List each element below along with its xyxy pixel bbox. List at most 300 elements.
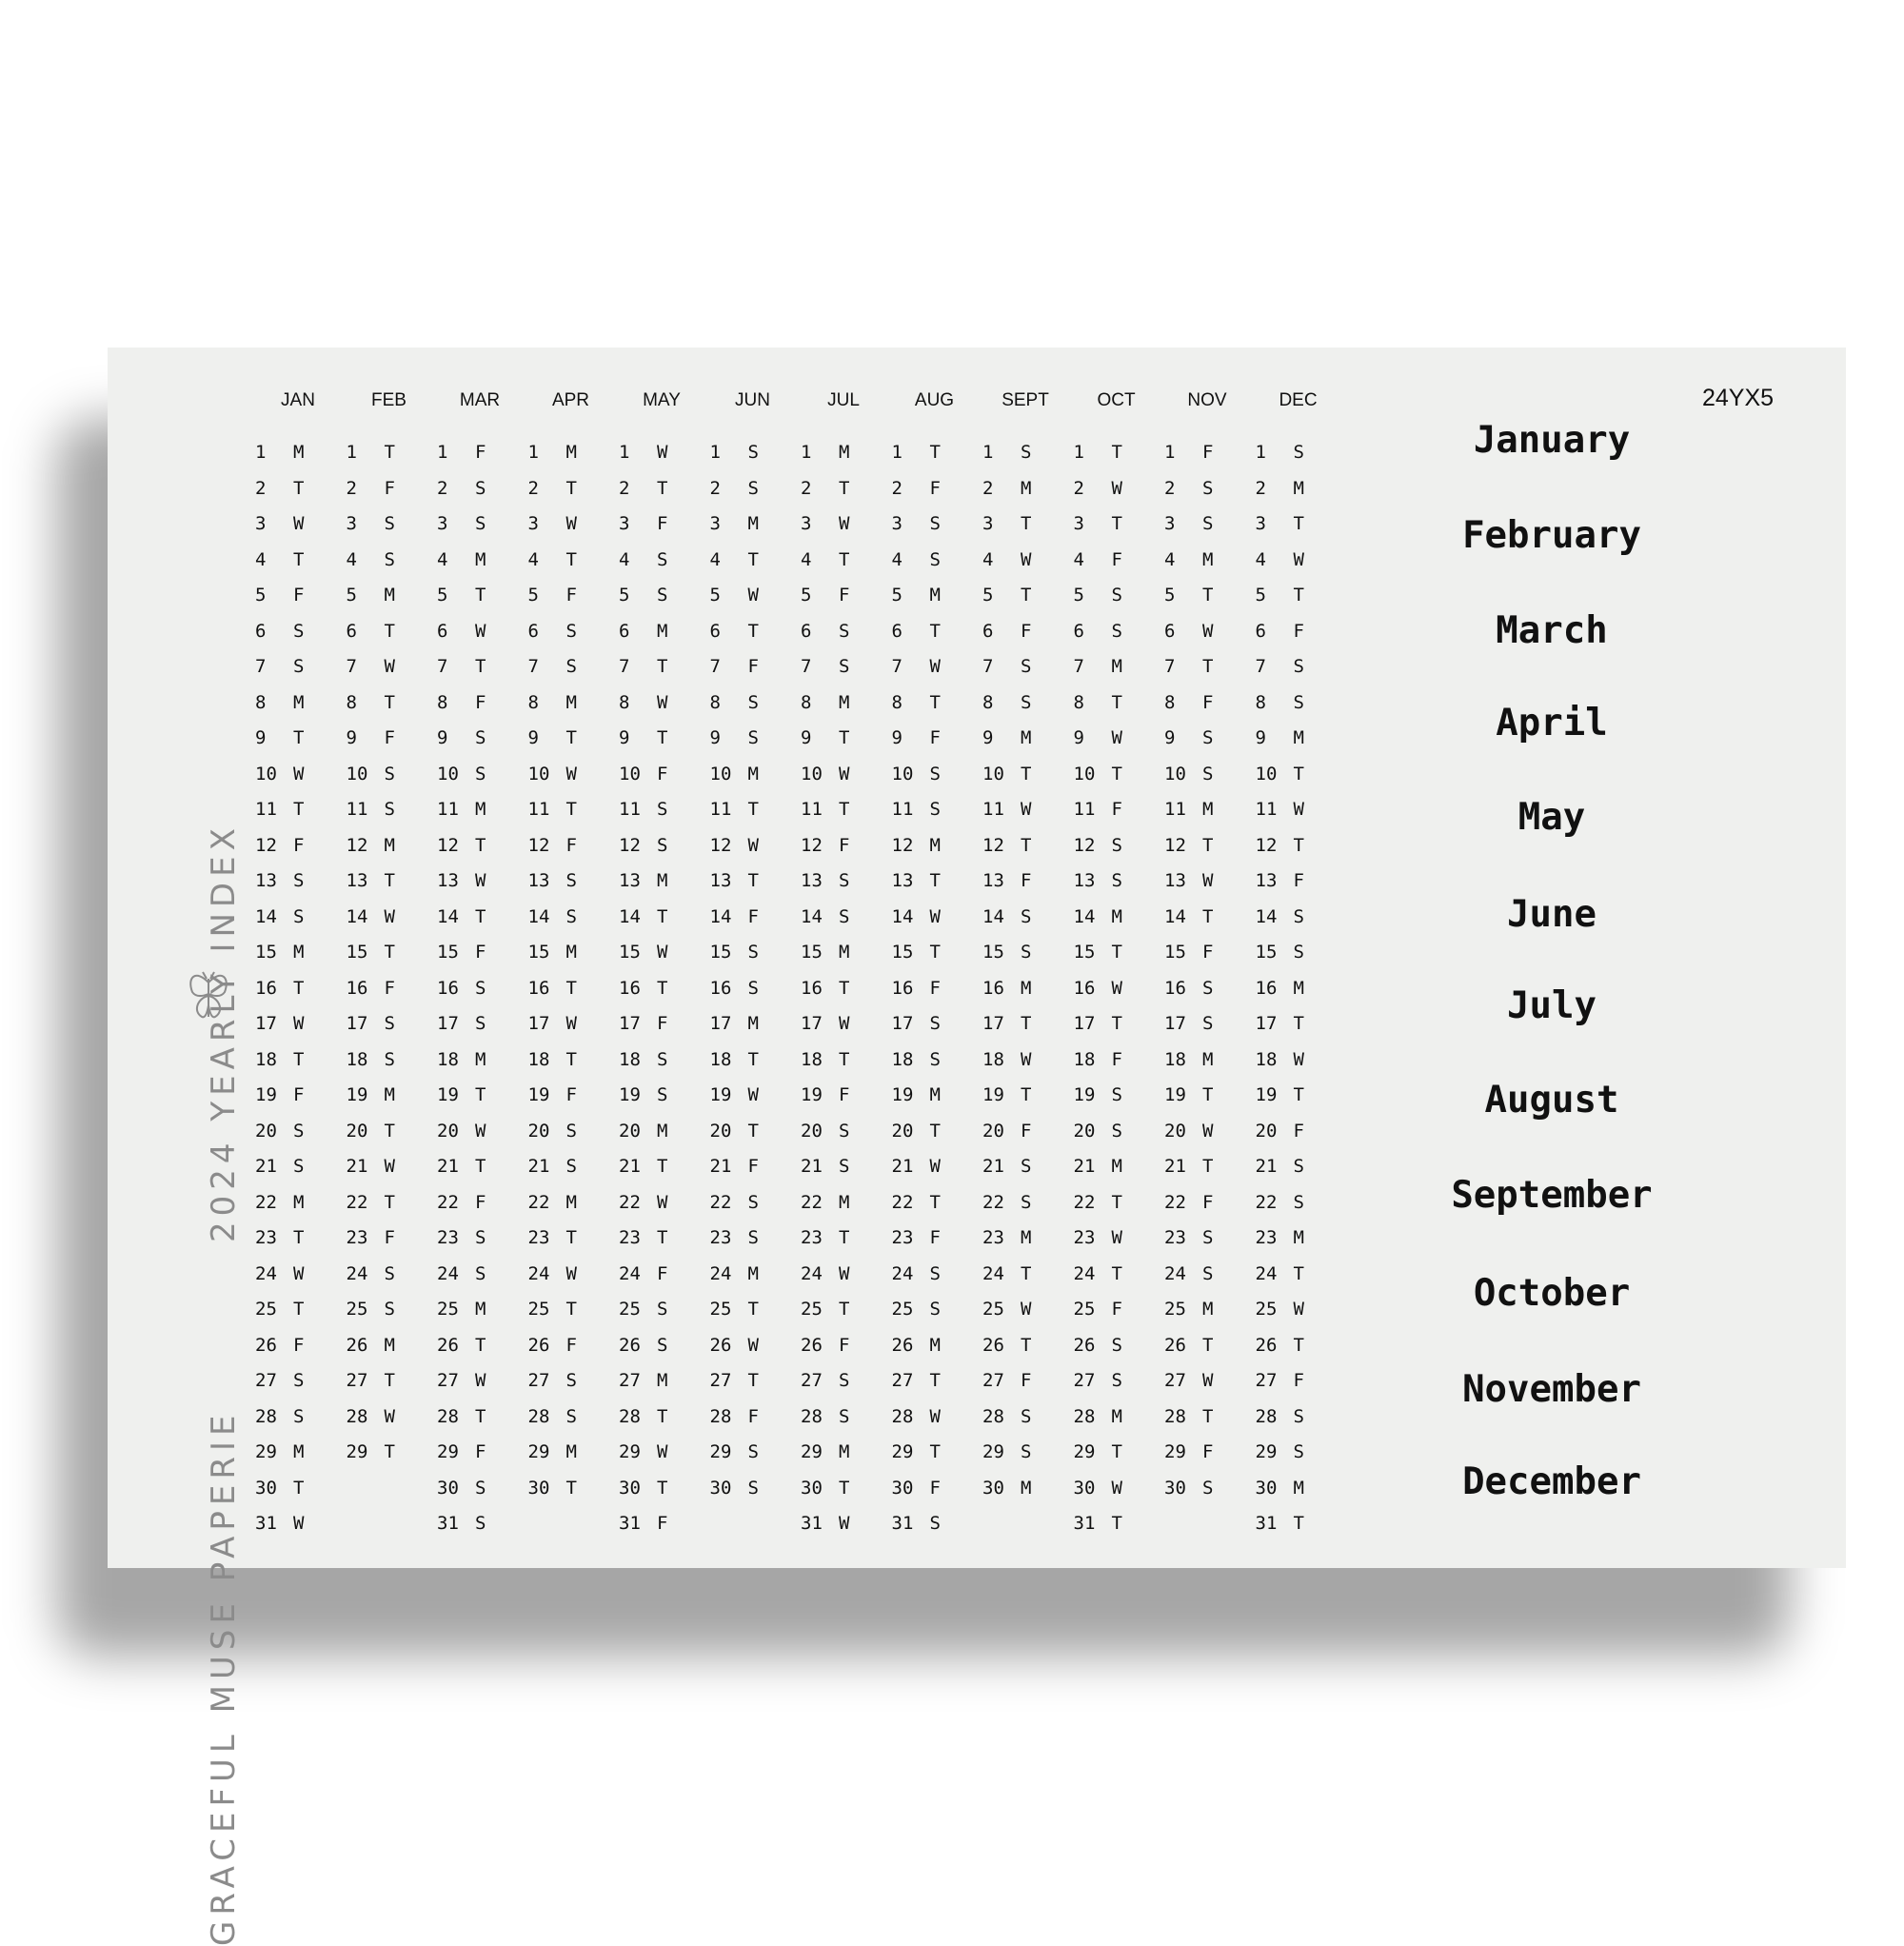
- day-row: [1074, 764, 1160, 796]
- day-number: 13: [255, 870, 277, 891]
- day-number: 10: [255, 763, 277, 784]
- day-row: [710, 621, 796, 653]
- weekday-letter: M: [384, 1084, 395, 1105]
- day-number: 9: [709, 727, 721, 748]
- day-number: 21: [255, 1156, 277, 1177]
- day-row: [437, 870, 523, 903]
- day-number: 21: [346, 1156, 368, 1177]
- day-number: 14: [1164, 905, 1186, 927]
- day-number: 3: [709, 513, 721, 534]
- weekday-letter: M: [1021, 477, 1032, 499]
- day-row: [710, 1121, 796, 1153]
- weekday-letter: T: [475, 656, 486, 677]
- day-number: 4: [1164, 548, 1176, 570]
- day-number: 3: [1073, 513, 1084, 534]
- day-row: [528, 1049, 614, 1082]
- weekday-letter: T: [929, 1191, 941, 1213]
- month-abbr: NOV: [1187, 390, 1227, 410]
- day-row: [710, 1406, 796, 1439]
- day-row: [892, 764, 978, 796]
- day-number: 6: [891, 620, 902, 642]
- day-row: [437, 1013, 523, 1045]
- day-number: 14: [527, 905, 550, 927]
- weekday-letter: S: [929, 548, 941, 570]
- day-row: [528, 692, 614, 725]
- day-number: 4: [982, 548, 994, 570]
- day-number: 1: [527, 442, 539, 463]
- weekday-letter: M: [1111, 1405, 1122, 1427]
- day-row: [437, 1478, 523, 1510]
- day-row: [892, 835, 978, 867]
- weekday-letter: S: [293, 620, 305, 642]
- day-row: [255, 585, 341, 617]
- day-number: 2: [346, 477, 357, 499]
- day-number: 14: [982, 905, 1004, 927]
- month-name-apr: April: [1496, 702, 1608, 745]
- day-row: [710, 870, 796, 903]
- weekday-letter: T: [1293, 1013, 1304, 1034]
- day-number: 23: [346, 1227, 368, 1248]
- day-number: 6: [1255, 620, 1266, 642]
- weekday-letter: W: [1293, 799, 1304, 820]
- day-row: [255, 978, 341, 1010]
- day-row: [255, 1406, 341, 1439]
- day-row: [619, 942, 704, 974]
- day-row: [801, 835, 886, 867]
- day-number: 9: [982, 727, 994, 748]
- day-row: [801, 1335, 886, 1367]
- weekday-letter: S: [657, 834, 668, 856]
- day-row: [982, 1299, 1068, 1331]
- day-number: 19: [891, 1084, 914, 1105]
- day-row: [1164, 1013, 1250, 1045]
- day-number: 28: [255, 1405, 277, 1427]
- day-row: [528, 942, 614, 974]
- day-row: [437, 1299, 523, 1331]
- day-number: 24: [982, 1262, 1004, 1284]
- day-row: [347, 1049, 432, 1082]
- weekday-letter: T: [1293, 1262, 1304, 1284]
- day-number: 8: [1073, 691, 1084, 713]
- day-row: [982, 1156, 1068, 1188]
- weekday-letter: M: [565, 1191, 577, 1213]
- day-row: [619, 1513, 704, 1545]
- weekday-letter: M: [1293, 1227, 1304, 1248]
- weekday-letter: W: [1202, 870, 1214, 891]
- weekday-letter: M: [475, 1048, 486, 1070]
- day-number: 13: [709, 870, 732, 891]
- day-number: 19: [619, 1084, 641, 1105]
- day-row: [1074, 1121, 1160, 1153]
- weekday-letter: F: [1202, 691, 1214, 713]
- day-number: 27: [801, 1370, 823, 1391]
- day-number: 20: [437, 1120, 459, 1142]
- day-number: 21: [1073, 1156, 1096, 1177]
- weekday-letter: T: [293, 799, 305, 820]
- day-row: [619, 692, 704, 725]
- day-row: [1164, 1335, 1250, 1367]
- weekday-letter: W: [747, 834, 759, 856]
- day-row: [1074, 1192, 1160, 1224]
- day-number: 16: [709, 977, 732, 999]
- day-number: 31: [437, 1513, 459, 1534]
- weekday-letter: F: [657, 1513, 668, 1534]
- day-number: 28: [619, 1405, 641, 1427]
- day-number: 20: [801, 1120, 823, 1142]
- day-row: [437, 1227, 523, 1260]
- day-row: [619, 1406, 704, 1439]
- weekday-letter: T: [293, 1048, 305, 1070]
- weekday-letter: S: [657, 1299, 668, 1320]
- day-number: 8: [709, 691, 721, 713]
- weekday-letter: S: [657, 548, 668, 570]
- weekday-letter: T: [1202, 905, 1214, 927]
- weekday-letter: T: [929, 1120, 941, 1142]
- day-row: [801, 1513, 886, 1545]
- weekday-letter: M: [293, 1191, 305, 1213]
- day-row: [801, 442, 886, 474]
- day-row: [619, 870, 704, 903]
- day-row: [982, 1478, 1068, 1510]
- day-row: [1074, 1156, 1160, 1188]
- day-row: [1256, 656, 1341, 688]
- day-row: [1074, 1084, 1160, 1117]
- day-number: 2: [709, 477, 721, 499]
- day-number: 8: [801, 691, 812, 713]
- weekday-letter: M: [657, 620, 668, 642]
- day-row: [1164, 1049, 1250, 1082]
- day-row: [1074, 621, 1160, 653]
- day-number: 25: [437, 1299, 459, 1320]
- weekday-letter: T: [1293, 1334, 1304, 1356]
- day-number: 13: [527, 870, 550, 891]
- day-number: 27: [1073, 1370, 1096, 1391]
- day-row: [982, 478, 1068, 510]
- day-row: [1074, 1263, 1160, 1296]
- day-row: [1164, 656, 1250, 688]
- weekday-letter: S: [1293, 691, 1304, 713]
- day-row: [619, 1084, 704, 1117]
- day-number: 22: [891, 1191, 914, 1213]
- day-number: 28: [982, 1405, 1004, 1427]
- weekday-letter: F: [747, 1156, 759, 1177]
- day-row: [347, 1335, 432, 1367]
- day-number: 28: [346, 1405, 368, 1427]
- day-number: 12: [801, 834, 823, 856]
- weekday-letter: M: [1293, 977, 1304, 999]
- weekday-letter: S: [293, 1370, 305, 1391]
- day-number: 9: [346, 727, 357, 748]
- day-number: 24: [1164, 1262, 1186, 1284]
- day-number: 19: [437, 1084, 459, 1105]
- day-row: [1256, 1013, 1341, 1045]
- day-row: [255, 727, 341, 760]
- day-row: [1074, 1227, 1160, 1260]
- weekday-letter: M: [747, 1013, 759, 1034]
- day-number: 12: [1255, 834, 1278, 856]
- weekday-letter: S: [1202, 977, 1214, 999]
- weekday-letter: W: [293, 763, 305, 784]
- day-row: [801, 1192, 886, 1224]
- day-row: [1164, 1121, 1250, 1153]
- day-row: [528, 799, 614, 831]
- day-number: 9: [255, 727, 267, 748]
- day-row: [982, 1263, 1068, 1296]
- day-row: [347, 478, 432, 510]
- day-number: 26: [1073, 1334, 1096, 1356]
- day-number: 10: [619, 763, 641, 784]
- day-number: 13: [346, 870, 368, 891]
- weekday-letter: S: [1111, 1334, 1122, 1356]
- day-number: 12: [1073, 834, 1096, 856]
- weekday-letter: F: [1293, 1120, 1304, 1142]
- day-row: [255, 1156, 341, 1188]
- day-row: [892, 1299, 978, 1331]
- day-number: 6: [1073, 620, 1084, 642]
- weekday-letter: W: [839, 1262, 850, 1284]
- weekday-letter: W: [929, 905, 941, 927]
- day-number: 23: [437, 1227, 459, 1248]
- day-row: [347, 799, 432, 831]
- weekday-letter: T: [747, 870, 759, 891]
- month-name-nov: November: [1462, 1368, 1641, 1411]
- day-number: 1: [346, 442, 357, 463]
- day-number: 1: [1255, 442, 1266, 463]
- day-row: [1164, 513, 1250, 546]
- day-row: [801, 621, 886, 653]
- day-number: 20: [346, 1120, 368, 1142]
- weekday-letter: T: [929, 942, 941, 963]
- weekday-letter: F: [565, 1084, 577, 1105]
- day-number: 19: [255, 1084, 277, 1105]
- day-number: 11: [982, 799, 1004, 820]
- weekday-letter: M: [565, 442, 577, 463]
- weekday-letter: S: [929, 1513, 941, 1534]
- weekday-letter: W: [384, 1405, 395, 1427]
- day-row: [1074, 799, 1160, 831]
- day-row: [982, 442, 1068, 474]
- day-row: [255, 1441, 341, 1474]
- day-row: [1074, 549, 1160, 582]
- day-row: [710, 835, 796, 867]
- day-row: [710, 549, 796, 582]
- weekday-letter: W: [657, 1191, 668, 1213]
- day-number: 10: [1164, 763, 1186, 784]
- weekday-letter: M: [1202, 799, 1214, 820]
- weekday-letter: T: [657, 477, 668, 499]
- day-row: [255, 1513, 341, 1545]
- day-number: 5: [1255, 585, 1266, 606]
- day-number: 18: [801, 1048, 823, 1070]
- day-row: [347, 442, 432, 474]
- day-number: 14: [709, 905, 732, 927]
- day-number: 9: [527, 727, 539, 748]
- day-row: [710, 727, 796, 760]
- day-number: 31: [1255, 1513, 1278, 1534]
- weekday-letter: T: [475, 1156, 486, 1177]
- day-number: 11: [346, 799, 368, 820]
- weekday-letter: F: [747, 905, 759, 927]
- weekday-letter: W: [1202, 620, 1214, 642]
- day-number: 22: [437, 1191, 459, 1213]
- weekday-letter: S: [475, 1227, 486, 1248]
- month-abbr: OCT: [1097, 390, 1136, 410]
- weekday-letter: T: [1111, 691, 1122, 713]
- weekday-letter: F: [1202, 942, 1214, 963]
- day-row: [1164, 764, 1250, 796]
- day-number: 23: [801, 1227, 823, 1248]
- day-row: [347, 1406, 432, 1439]
- day-number: 30: [619, 1477, 641, 1499]
- day-number: 2: [1164, 477, 1176, 499]
- day-row: [255, 906, 341, 939]
- weekday-letter: T: [929, 1370, 941, 1391]
- day-number: 13: [1073, 870, 1096, 891]
- day-number: 11: [527, 799, 550, 820]
- day-number: 16: [801, 977, 823, 999]
- day-row: [528, 549, 614, 582]
- weekday-letter: T: [475, 905, 486, 927]
- day-row: [347, 727, 432, 760]
- weekday-letter: W: [657, 1441, 668, 1462]
- day-row: [801, 1013, 886, 1045]
- day-number: 15: [437, 942, 459, 963]
- day-row: [255, 1299, 341, 1331]
- day-number: 17: [801, 1013, 823, 1034]
- day-row: [437, 764, 523, 796]
- weekday-letter: T: [839, 548, 850, 570]
- day-row: [1074, 585, 1160, 617]
- weekday-letter: T: [384, 442, 395, 463]
- weekday-letter: T: [293, 977, 305, 999]
- weekday-letter: T: [747, 1370, 759, 1391]
- month-abbr: SEPT: [1002, 390, 1049, 410]
- weekday-letter: W: [657, 942, 668, 963]
- day-row: [437, 1263, 523, 1296]
- weekday-letter: F: [657, 1013, 668, 1034]
- day-number: 18: [619, 1048, 641, 1070]
- weekday-letter: T: [929, 620, 941, 642]
- weekday-letter: F: [1202, 1191, 1214, 1213]
- product-code: 24YX5: [1702, 385, 1775, 411]
- day-row: [1074, 906, 1160, 939]
- day-number: 29: [801, 1441, 823, 1462]
- weekday-letter: S: [1111, 1370, 1122, 1391]
- weekday-letter: S: [384, 1048, 395, 1070]
- day-row: [255, 656, 341, 688]
- day-row: [437, 478, 523, 510]
- day-row: [801, 1263, 886, 1296]
- weekday-letter: T: [565, 1477, 577, 1499]
- day-row: [892, 513, 978, 546]
- weekday-letter: M: [929, 834, 941, 856]
- day-row: [982, 1406, 1068, 1439]
- weekday-letter: F: [1021, 870, 1032, 891]
- day-row: [528, 1299, 614, 1331]
- day-number: 18: [255, 1048, 277, 1070]
- day-number: 28: [709, 1405, 732, 1427]
- day-number: 11: [437, 799, 459, 820]
- weekday-letter: S: [565, 620, 577, 642]
- day-row: [982, 1441, 1068, 1474]
- weekday-letter: S: [475, 1013, 486, 1034]
- weekday-letter: S: [1021, 1441, 1032, 1462]
- day-row: [347, 1263, 432, 1296]
- day-row: [255, 835, 341, 867]
- day-row: [710, 513, 796, 546]
- day-row: [1256, 513, 1341, 546]
- day-number: 7: [437, 656, 448, 677]
- month-abbr: MAY: [643, 390, 681, 410]
- weekday-letter: M: [293, 942, 305, 963]
- weekday-letter: W: [475, 1120, 486, 1142]
- weekday-letter: T: [1202, 1084, 1214, 1105]
- day-number: 5: [801, 585, 812, 606]
- day-number: 2: [437, 477, 448, 499]
- day-row: [1256, 764, 1341, 796]
- day-row: [437, 1192, 523, 1224]
- day-row: [347, 513, 432, 546]
- day-row: [710, 1084, 796, 1117]
- day-number: 7: [1164, 656, 1176, 677]
- weekday-letter: W: [657, 442, 668, 463]
- day-row: [528, 442, 614, 474]
- day-number: 2: [982, 477, 994, 499]
- day-number: 23: [982, 1227, 1004, 1248]
- weekday-letter: F: [1111, 799, 1122, 820]
- day-row: [982, 1192, 1068, 1224]
- day-number: 6: [527, 620, 539, 642]
- day-number: 20: [982, 1120, 1004, 1142]
- day-row: [619, 656, 704, 688]
- day-row: [347, 1121, 432, 1153]
- weekday-letter: F: [475, 1191, 486, 1213]
- day-row: [437, 513, 523, 546]
- weekday-letter: F: [1293, 870, 1304, 891]
- weekday-letter: T: [1111, 1013, 1122, 1034]
- day-number: 24: [1255, 1262, 1278, 1284]
- weekday-letter: T: [657, 727, 668, 748]
- weekday-letter: M: [1021, 1477, 1032, 1499]
- weekday-letter: W: [293, 1513, 305, 1534]
- day-row: [437, 727, 523, 760]
- day-number: 16: [1073, 977, 1096, 999]
- day-row: [619, 478, 704, 510]
- day-row: [1256, 1370, 1341, 1402]
- weekday-letter: M: [1111, 656, 1122, 677]
- day-row: [892, 1156, 978, 1188]
- day-row: [1164, 585, 1250, 617]
- day-number: 8: [891, 691, 902, 713]
- day-row: [528, 1084, 614, 1117]
- day-number: 5: [255, 585, 267, 606]
- day-row: [1074, 692, 1160, 725]
- day-row: [892, 1441, 978, 1474]
- weekday-letter: T: [475, 1084, 486, 1105]
- day-number: 28: [1073, 1405, 1096, 1427]
- day-row: [619, 1263, 704, 1296]
- day-number: 16: [255, 977, 277, 999]
- day-row: [801, 478, 886, 510]
- day-row: [1256, 835, 1341, 867]
- day-row: [1074, 727, 1160, 760]
- day-number: 7: [1255, 656, 1266, 677]
- day-number: 29: [437, 1441, 459, 1462]
- weekday-letter: S: [929, 1262, 941, 1284]
- weekday-letter: T: [384, 1441, 395, 1462]
- day-number: 15: [527, 942, 550, 963]
- day-number: 7: [801, 656, 812, 677]
